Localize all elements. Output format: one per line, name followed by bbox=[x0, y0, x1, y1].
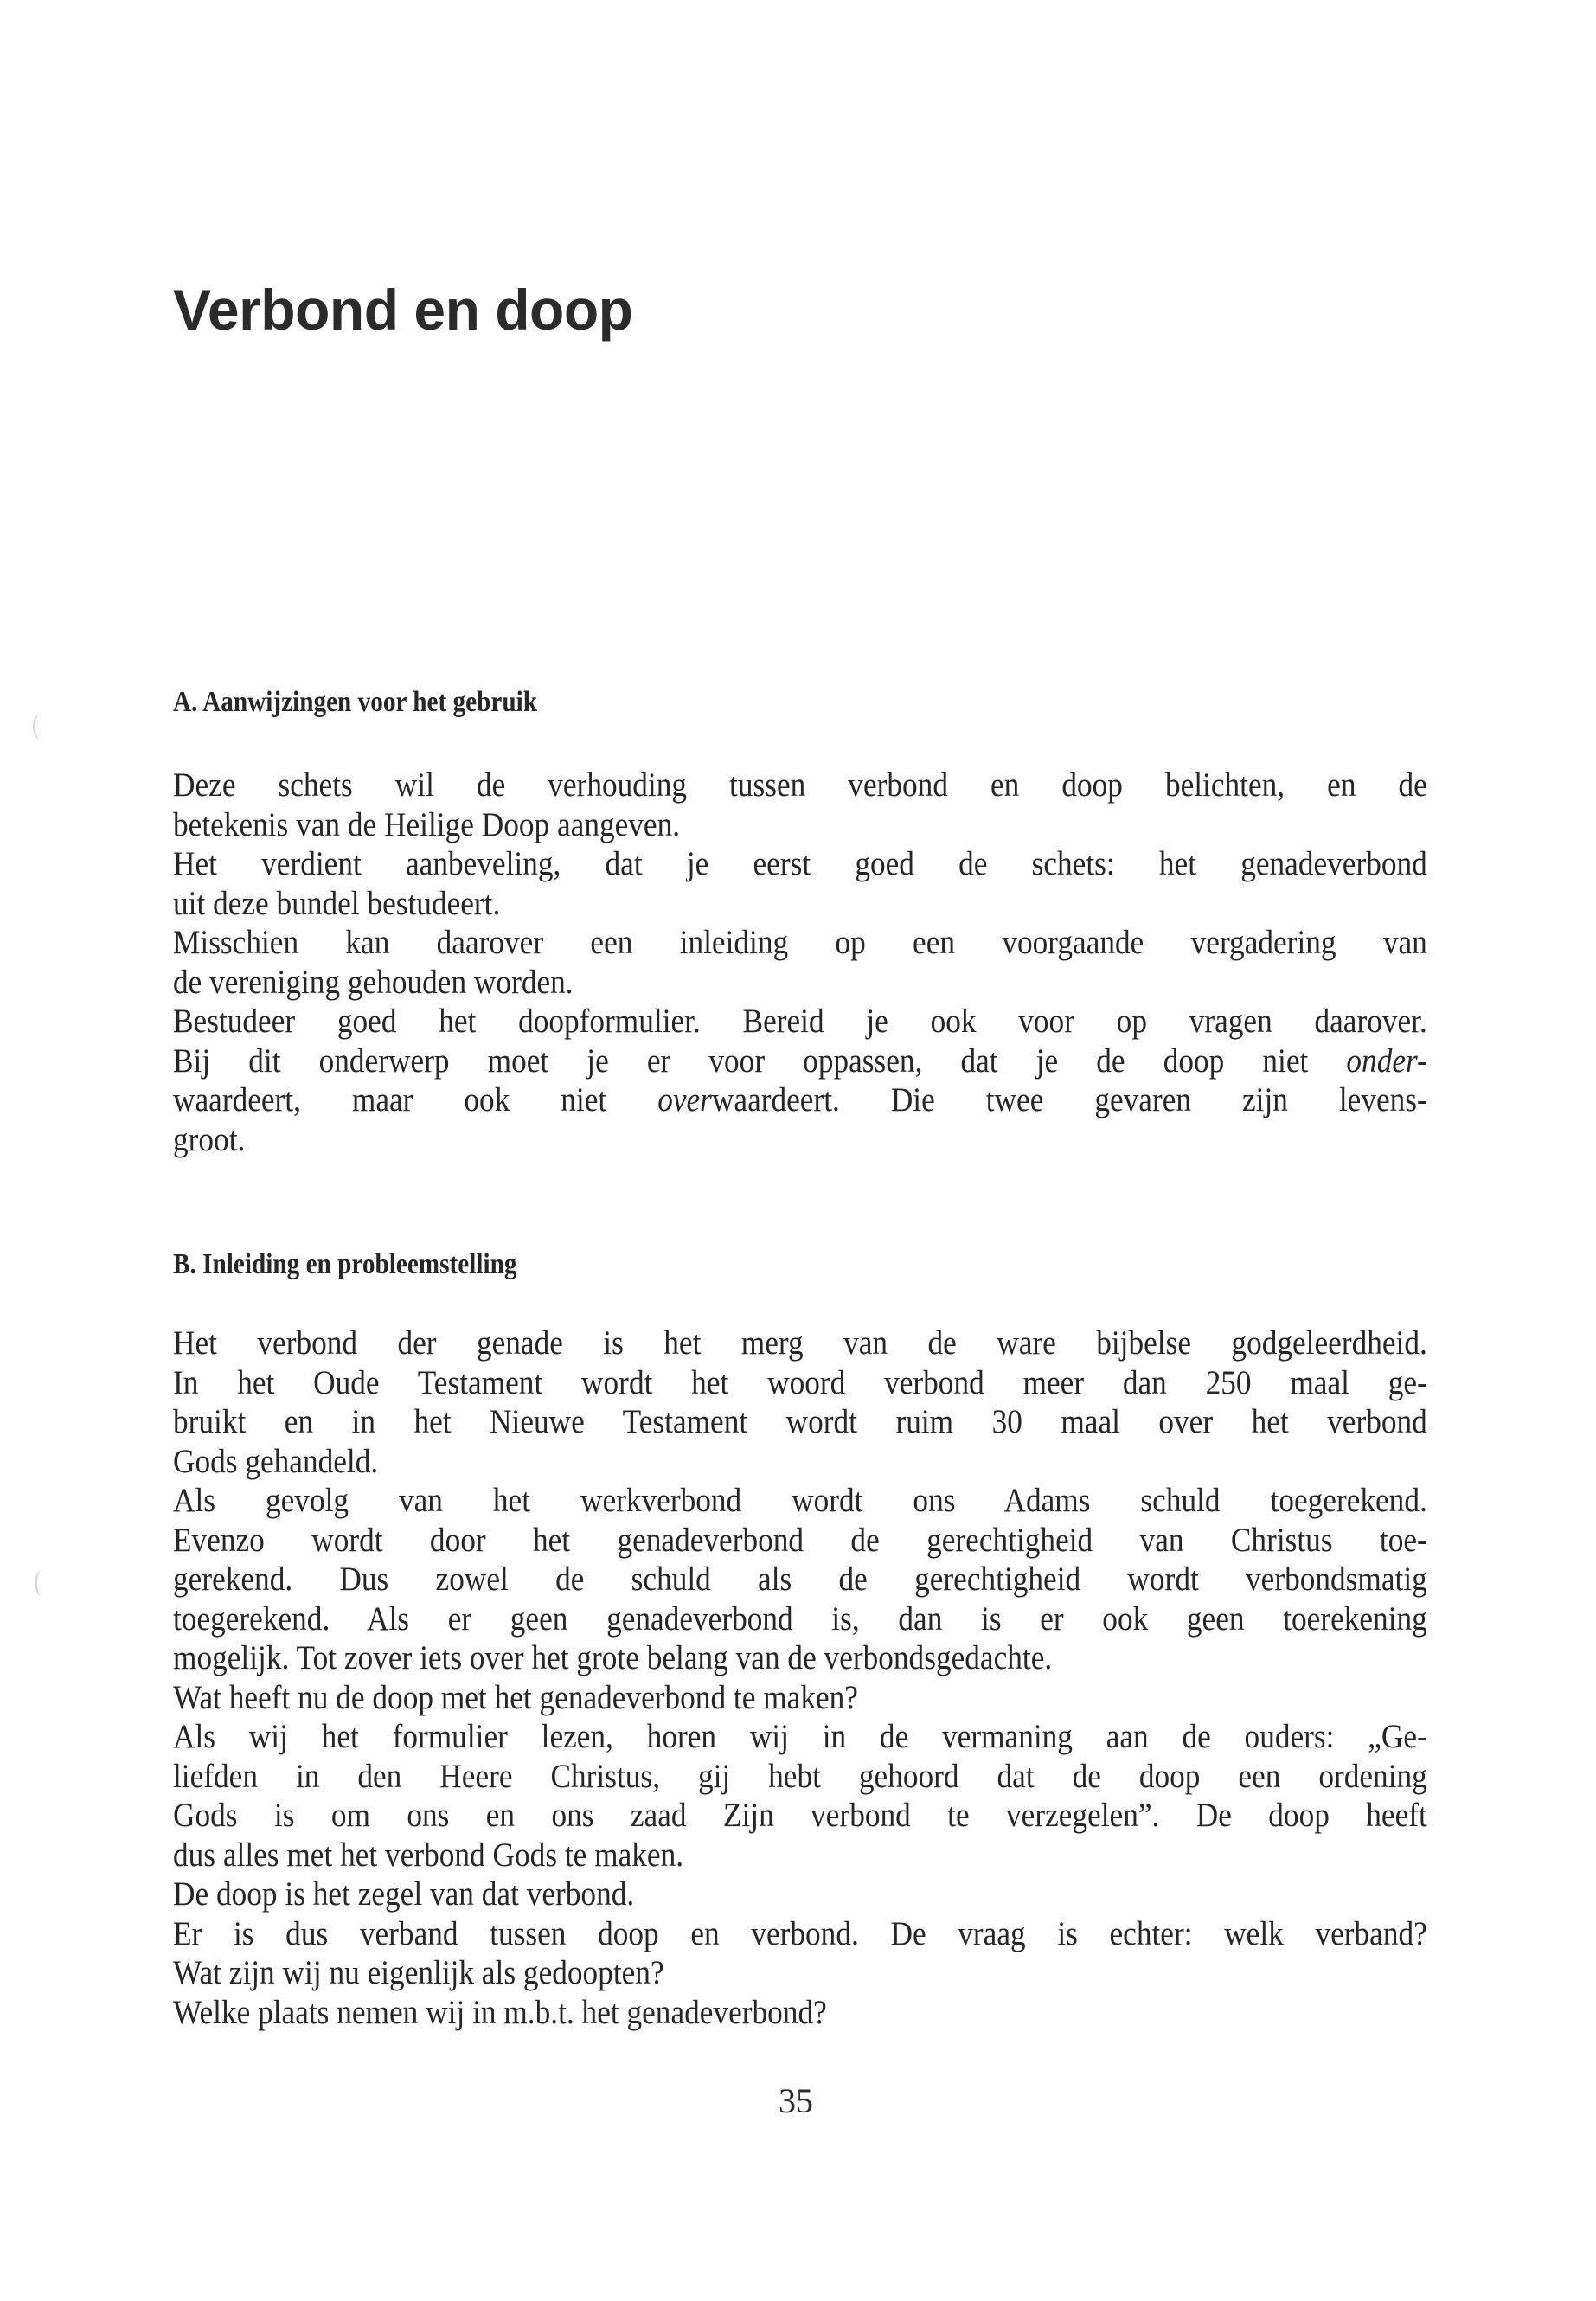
text-line: groot. bbox=[173, 1120, 246, 1158]
text-line: Er is dus verband tussen doop en verbond. De vraag is echter: welk verband? bbox=[173, 1914, 1427, 1952]
text-line: Misschien kan daarover een inleiding op een voorgaande vergadering van bbox=[173, 924, 1427, 961]
text-line: Het verdient aanbeveling, dat je eerst goed de schets: het genadeverbond bbox=[173, 845, 1427, 882]
text-line bbox=[173, 1080, 1427, 1120]
text-line: gerekend. Dus zowel de schuld als de gerechtigheid wordt verbondsmatig bbox=[173, 1561, 1427, 1598]
section-b-body bbox=[173, 1324, 1427, 2032]
text-line: De doop is het zegel van dat verbond. bbox=[173, 1875, 635, 1913]
text-line: Wat heeft nu de doop met het genadeverbond te maken? bbox=[173, 1678, 858, 1716]
text-line: Deze schets wil de verhouding tussen verbond en doop belichten, en de bbox=[173, 766, 1427, 804]
text-line: Gods is om ons en ons zaad Zijn verbond te verzegelen”. De doop heeft bbox=[173, 1797, 1427, 1834]
text-line: Wat zijn wij nu eigenlijk als gedoopten? bbox=[173, 1954, 664, 1991]
margin-mark bbox=[33, 714, 48, 740]
text-line: Gods gehandeld. bbox=[173, 1442, 379, 1480]
text-line: dus alles met het verbond Gods te maken. bbox=[173, 1836, 684, 1874]
text-segment: waardeert, maar ook niet bbox=[173, 1081, 658, 1118]
text-line: de vereniging gehouden worden. bbox=[173, 963, 574, 1001]
margin-mark bbox=[35, 1570, 49, 1596]
page-title: Verbond en doop bbox=[173, 278, 633, 342]
emphasis-over: over bbox=[657, 1081, 712, 1118]
text-segment: waardeert. Die twee gevaren zijn levens- bbox=[711, 1081, 1427, 1118]
section-heading-b: B. Inleiding en probleemstelling bbox=[173, 1248, 517, 1280]
text-line: Als gevolg van het werkverbond wordt ons Adams schuld toegerekend. bbox=[173, 1482, 1427, 1519]
text-line: bruikt en in het Nieuwe Testament wordt ruim 30 maal over het verbond bbox=[173, 1403, 1427, 1440]
emphasis-onder: onder- bbox=[1346, 1042, 1427, 1080]
section-a-body bbox=[173, 766, 1427, 1159]
text-line: Welke plaats nemen wij in m.b.t. het genadeverbond? bbox=[173, 1993, 827, 2031]
section-heading-a: A. Aanwijzingen voor het gebruik bbox=[173, 686, 538, 718]
text-line: Als wij het formulier lezen, horen wij in de vermaning aan de ouders: „Ge- bbox=[173, 1718, 1427, 1755]
text-line bbox=[173, 1042, 1427, 1081]
text-line: In het Oude Testament wordt het woord verbond meer dan 250 maal ge- bbox=[173, 1363, 1427, 1401]
text-line: toegerekend. Als er geen genadeverbond is, dan is er ook geen toerekening bbox=[173, 1599, 1427, 1638]
text-line: mogelijk. Tot zover iets over het grote belang van de verbondsgedachte. bbox=[173, 1639, 1053, 1676]
text-line: Het verbond der genade is het merg van de ware bijbelse godgeleerdheid. bbox=[173, 1324, 1427, 1362]
text-line: uit deze bundel bestudeert. bbox=[173, 884, 501, 922]
text-line: Bestudeer goed het doopformulier. Bereid je ook voor op vragen daarover. bbox=[173, 1003, 1427, 1040]
page-number: 35 bbox=[779, 2081, 813, 2120]
text-line: betekenis van de Heilige Doop aangeven. bbox=[173, 805, 681, 843]
text-line: liefden in den Heere Christus, gij hebt gehoord dat de doop een ordening bbox=[173, 1757, 1427, 1795]
text-segment: Bij dit onderwerp moet je er voor oppassen, dat je de doop niet bbox=[173, 1042, 1347, 1080]
text-line: Evenzo wordt door het genadeverbond de gerechtigheid van Christus toe- bbox=[173, 1521, 1427, 1559]
